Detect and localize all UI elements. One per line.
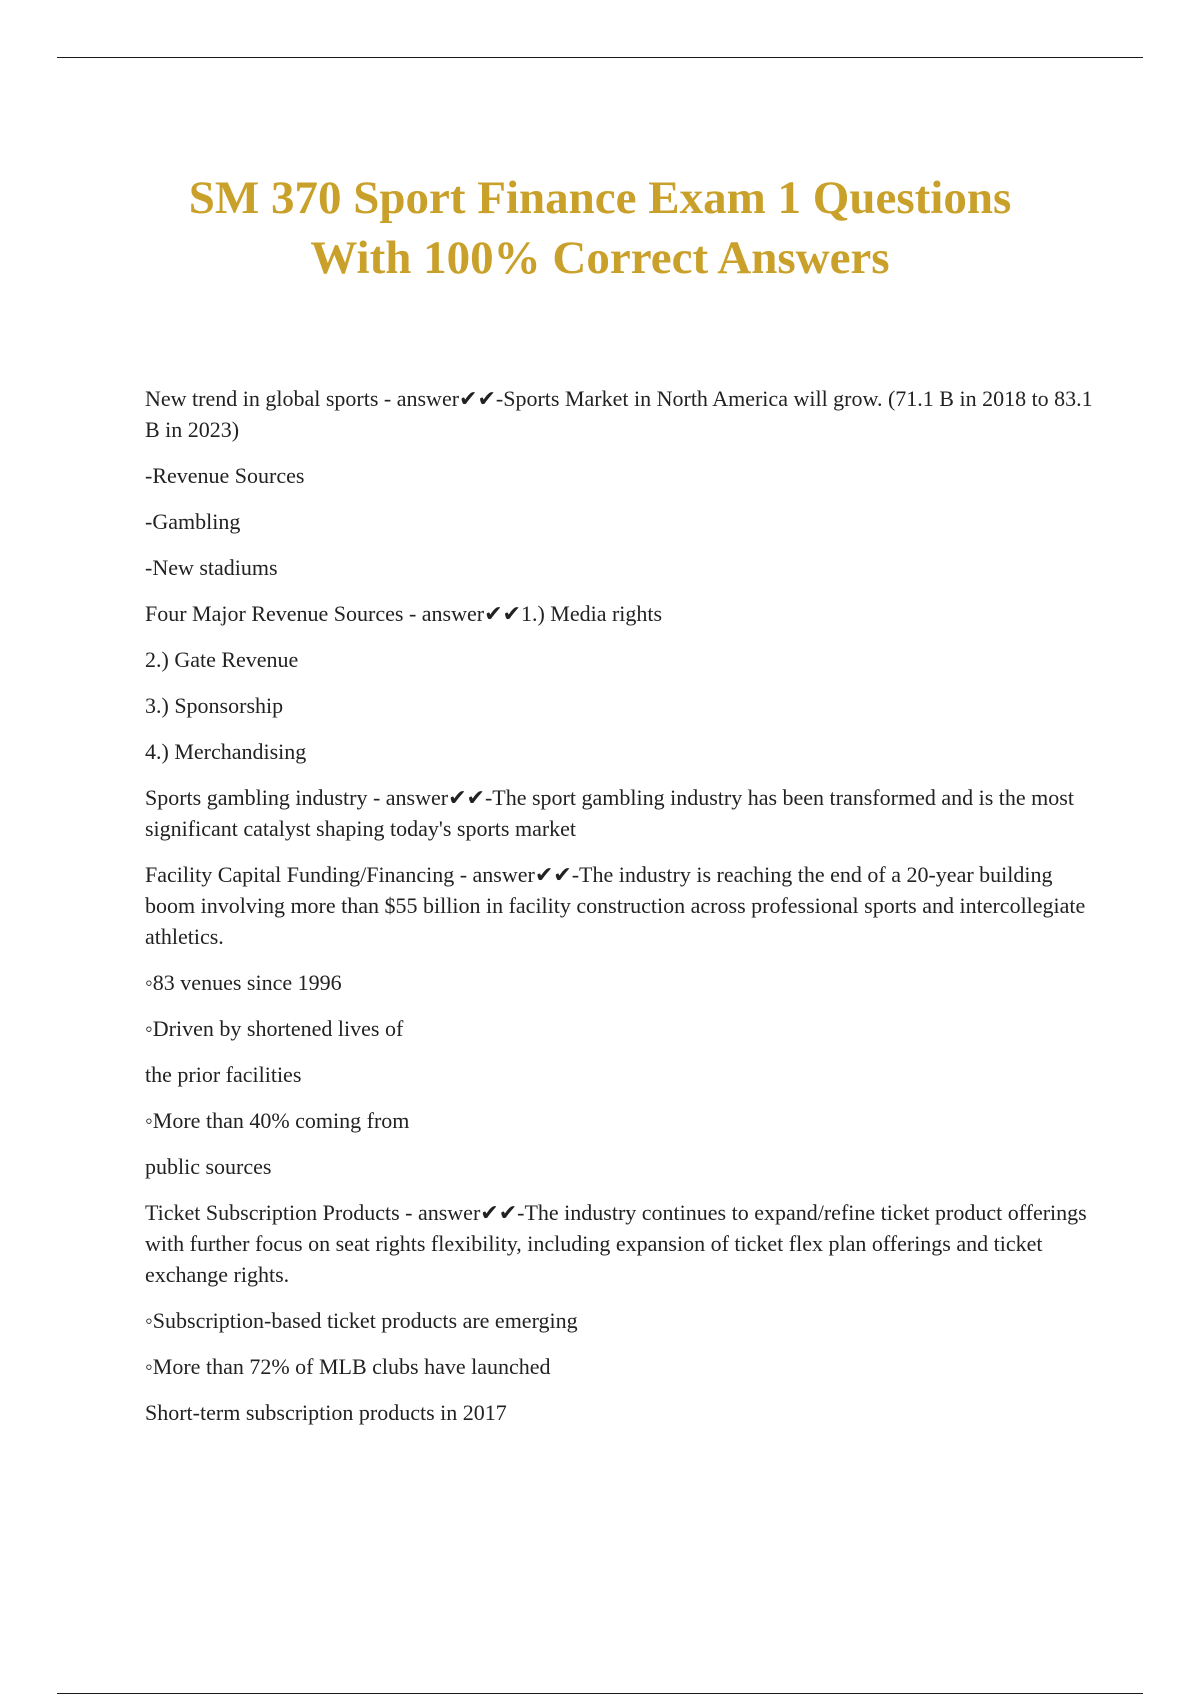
paragraph-merchandising: 4.) Merchandising	[145, 739, 307, 764]
paragraph-subscription-emerging: ◦Subscription-based ticket products are emerging	[145, 1308, 578, 1333]
paragraph-new-stadiums: -New stadiums	[145, 555, 278, 580]
paragraph-sports-gambling-industry: Sports gambling industry - answer✔✔-The sport gambling industry has been transformed and is the most significant catalyst shaping today's sports market	[145, 785, 1074, 841]
bottom-rule	[57, 1693, 1143, 1694]
paragraph-sponsorship: 3.) Sponsorship	[145, 693, 284, 718]
paragraph-revenue-sources: -Revenue Sources	[145, 463, 305, 488]
paragraph-83-venues: ◦83 venues since 1996	[145, 970, 342, 995]
title-line-2: With 100% Correct Answers	[310, 232, 890, 284]
paragraph-facility-capital: Facility Capital Funding/Financing - answer✔✔-The industry is reaching the end of a 20-year building boom involving more than $55 billion in facility construction across professional sports and intercollegiate athletics.	[145, 862, 1086, 949]
paragraph-mlb-clubs: ◦More than 72% of MLB clubs have launched	[145, 1354, 551, 1379]
paragraph-prior-facilities: the prior facilities	[145, 1062, 302, 1087]
paragraph-global-trend: New trend in global sports - answer✔✔-Sports Market in North America will grow. (71.1 B in 2018 to 83.1 B in 2023)	[145, 386, 1093, 442]
paragraph-four-major-revenue: Four Major Revenue Sources - answer✔✔1.) Media rights	[145, 601, 663, 626]
document-body	[145, 383, 1095, 1428]
paragraph-gate-revenue: 2.) Gate Revenue	[145, 647, 299, 672]
document-title	[100, 168, 1100, 288]
paragraph-short-term: Short-term subscription products in 2017	[145, 1400, 507, 1425]
paragraph-public-sources: public sources	[145, 1154, 272, 1179]
paragraph-gambling: -Gambling	[145, 509, 241, 534]
top-rule	[57, 57, 1143, 58]
paragraph-more-than-40: ◦More than 40% coming from	[145, 1108, 410, 1133]
paragraph-ticket-subscription: Ticket Subscription Products - answer✔✔-The industry continues to expand/refine ticket product offerings with further focus on seat rights flexibility, including expansion of ticket flex plan offerings and ticket exchange rights.	[145, 1200, 1087, 1287]
paragraph-driven-by: ◦Driven by shortened lives of	[145, 1016, 404, 1041]
title-line-1: SM 370 Sport Finance Exam 1 Questions	[188, 172, 1012, 224]
